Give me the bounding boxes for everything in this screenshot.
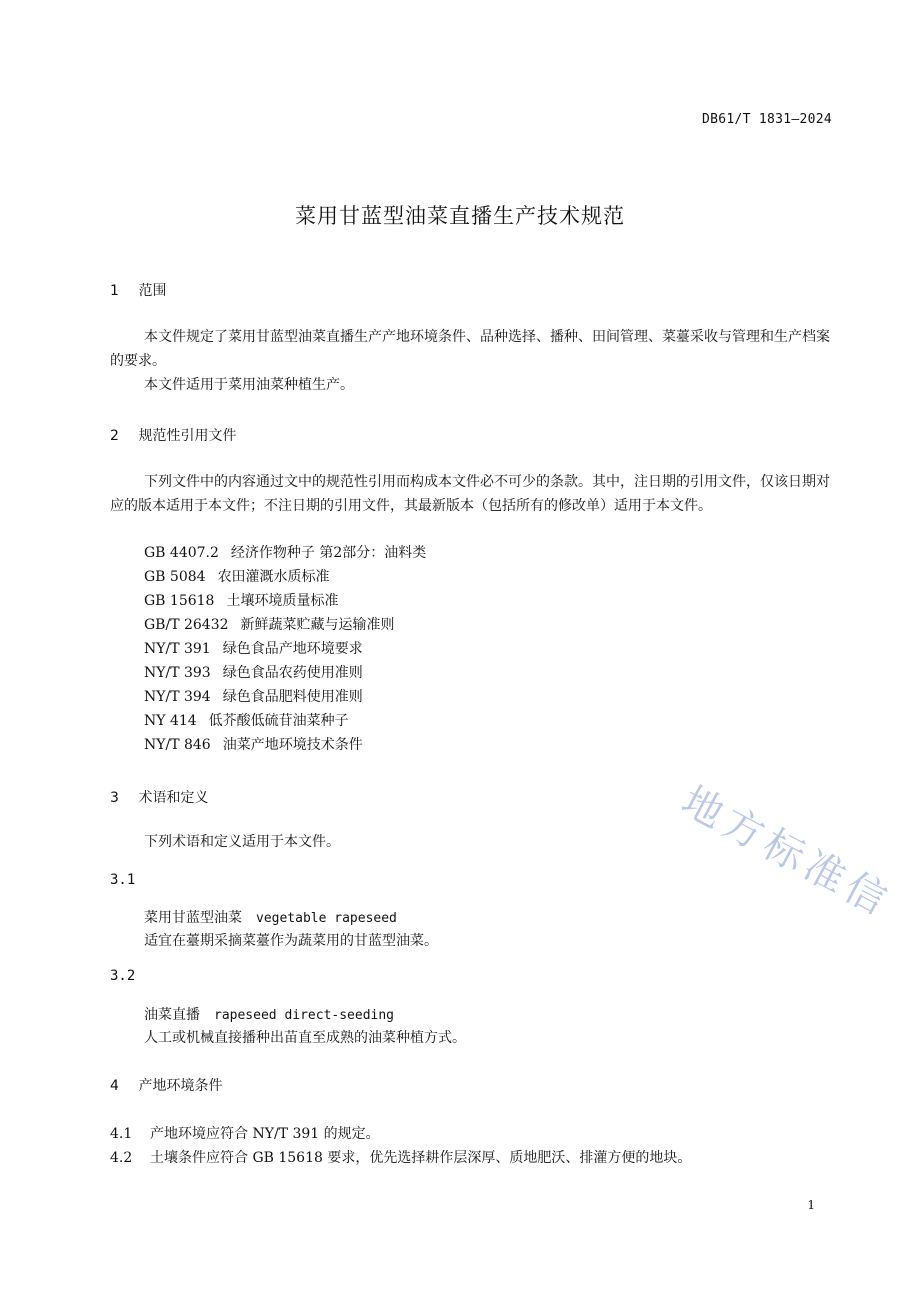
term-number: 3.1 [110, 872, 136, 888]
section-title: 术语和定义 [138, 790, 209, 806]
term-number: 3.2 [110, 968, 136, 984]
term-definition: 人工或机械直接播种出苗直至成熟的油菜种植方式。 [144, 1030, 466, 1046]
term-zh: 油菜直播 [144, 1007, 200, 1023]
clause-item [110, 1147, 691, 1167]
term-en: vegetable rapeseed [256, 911, 397, 926]
reference-item: NY/T 393 绿色食品农药使用准则 [144, 665, 363, 681]
watermark: 地方标准信 [674, 777, 899, 927]
term-en: rapeseed direct-seeding [214, 1008, 395, 1023]
clause-text: 土壤条件应符合 GB 15618 要求，优先选择耕作层深厚、质地肥沃、排灌方便的地块。 [150, 1150, 692, 1166]
clause-number: 4.1 [110, 1126, 133, 1142]
section-number: 1 [110, 283, 119, 299]
reference-item: GB 4407.2 经济作物种子 第2部分：油料类 [144, 545, 427, 561]
section-title: 范围 [138, 283, 167, 299]
reference-item: GB 5084 农田灌溉水质标准 [144, 569, 330, 585]
section-4-heading [110, 1075, 222, 1095]
document-code: DB61/T 1831—2024 [701, 112, 832, 127]
section-1-heading [110, 280, 166, 300]
term-heading [144, 1004, 394, 1024]
page-number: 1 [807, 1198, 815, 1212]
reference-item: NY/T 846 油菜产地环境技术条件 [144, 737, 363, 753]
section-title: 产地环境条件 [138, 1078, 223, 1094]
document-title: 菜用甘蓝型油菜直播生产技术规范 [295, 204, 625, 228]
term-zh: 菜用甘蓝型油菜 [144, 910, 242, 926]
reference-list [144, 541, 426, 757]
clause-text: 产地环境应符合 NY/T 391 的规定。 [150, 1126, 380, 1142]
section-2-heading [110, 425, 236, 445]
section-number: 2 [110, 428, 119, 444]
reference-item: GB 15618 土壤环境质量标准 [144, 593, 339, 609]
term-heading [144, 907, 397, 927]
normative-references-paragraph: 下列文件中的内容通过文中的规范性引用而构成本文件必不可少的条款。其中，注日期的引用文件，仅该日期对应的版本适用于本文件；不注日期的引用文件，其最新版本（包括所有的修改单）适用于本文件。 [110, 474, 830, 514]
clause-item [110, 1123, 380, 1143]
scope-paragraph-2: 本文件适用于菜用油菜种植生产。 [144, 377, 354, 393]
section-3-heading [110, 787, 208, 807]
reference-item: GB/T 26432 新鲜蔬菜贮藏与运输准则 [144, 617, 395, 633]
section-number: 3 [110, 790, 119, 806]
clause-number: 4.2 [110, 1150, 133, 1166]
section-number: 4 [110, 1078, 119, 1094]
section-title: 规范性引用文件 [138, 428, 237, 444]
terms-intro-paragraph: 下列术语和定义适用于本文件。 [144, 834, 340, 850]
term-definition: 适宜在薹期采摘菜薹作为蔬菜用的甘蓝型油菜。 [144, 933, 438, 949]
reference-item: NY/T 391 绿色食品产地环境要求 [144, 641, 363, 657]
reference-item: NY 414 低芥酸低硫苷油菜种子 [144, 713, 349, 729]
scope-paragraph-1: 本文件规定了菜用甘蓝型油菜直播生产产地环境条件、品种选择、播种、田间管理、菜薹采收与管理和生产档案的要求。 [110, 329, 830, 369]
reference-item: NY/T 394 绿色食品肥料使用准则 [144, 689, 363, 705]
